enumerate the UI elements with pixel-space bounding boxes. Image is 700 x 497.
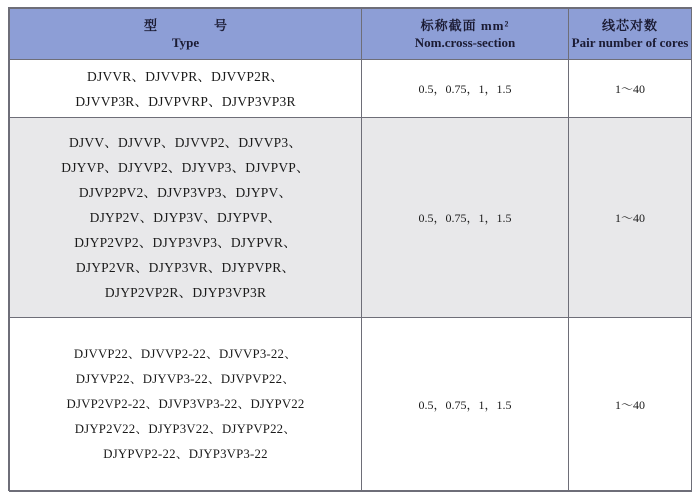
header-type-en: Type [171,35,200,50]
type-line: DJYP2VP2R、DJYP3VP3R [104,285,267,300]
type-line: DJYP2V、DJYP3V、DJYPVP、 [89,210,282,225]
header-row [10,9,692,60]
type-list-cell [10,118,362,318]
type-line: DJVV、DJVVP、DJVVP2、DJVVP3、 [68,135,303,150]
cable-spec-table [9,8,692,492]
cross-section-cell: 0.5，0.75，1，1.5 [362,118,569,318]
type-line: DJYP2VP2、DJYP3VP3、DJYPVR、 [74,235,297,250]
type-line: DJVP2PV2、DJVP3VP3、DJYPV、 [78,185,293,200]
pair-number-cell: 1～40 [569,118,692,318]
header-cross-section [362,9,569,60]
type-line: DJYP2V22、DJYP3V22、DJYPVP22、 [74,422,297,436]
type-line: DJVVR、DJVVPR、DJVVP2R、 [87,68,284,84]
header-type-zh: 型 号 [143,18,249,33]
header-type [10,9,362,60]
type-line: DJYVP、DJYVP2、DJYVP3、DJVPVP、 [61,160,310,175]
cable-spec-table-frame [8,7,692,491]
type-line: DJVVP22、DJVVP2-22、DJVVP3-22、 [73,347,298,361]
cross-section-cell: 0.5，0.75，1，1.5 [362,318,569,492]
header-pair-number-zh: 线芯对数 [601,18,658,33]
type-list-cell [10,60,362,118]
type-line: DJYVP22、DJYVP3-22、DJVPVP22、 [75,372,296,386]
pair-number-cell: 1～40 [569,60,692,118]
cross-section-cell: 0.5，0.75，1，1.5 [362,60,569,118]
table-row [10,318,692,492]
table-row [10,60,692,118]
header-cross-section-zh: 标称截面 mm² [420,18,510,33]
header-pair-number [569,9,692,60]
table-row [10,118,692,318]
header-pair-number-en: Pair number of cores [571,35,689,50]
header-cross-section-en: Nom.cross-section [414,35,516,50]
type-line: DJVP2VP2-22、DJVP3VP3-22、DJYPV22 [66,397,305,411]
type-line: DJYP2VR、DJYP3VR、DJYPVPR、 [75,260,296,275]
type-list-cell [10,318,362,492]
pair-number-cell: 1～40 [569,318,692,492]
type-line: DJVVP3R、DJVPVRP、DJVP3VP3R [75,93,296,109]
type-line: DJYPVP2-22、DJYP3VP3-22 [103,447,268,461]
